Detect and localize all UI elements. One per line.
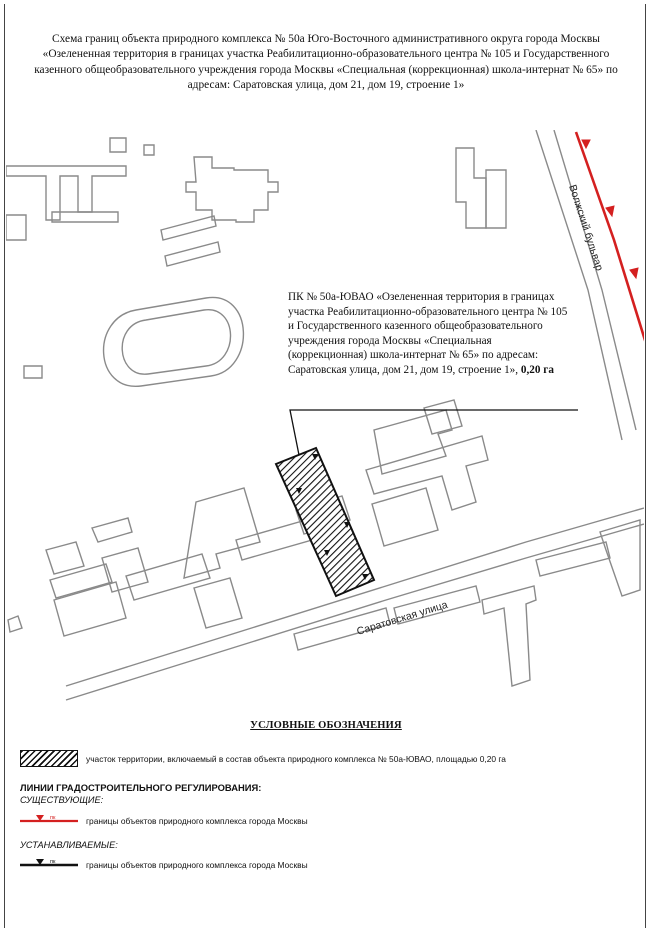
stadium-track <box>104 297 244 386</box>
legend-established-item: границы объектов природного комплекса города Москвы <box>86 860 308 870</box>
legend-hatched-item: участок территории, включаемый в состав объекта природного комплекса № 50а-ЮВАО, площадью 0,20 га <box>86 754 506 764</box>
building <box>456 148 486 228</box>
established-line-code: пк <box>50 859 56 865</box>
plot-annotation <box>288 290 568 378</box>
building <box>165 242 220 266</box>
building <box>52 212 118 222</box>
legend-title: УСЛОВНЫЕ ОБОЗНАЧЕНИЯ <box>250 720 402 731</box>
volzhsky-road-edge <box>536 130 622 440</box>
building-outlines <box>6 130 644 700</box>
saratovskaya-street-label: Саратовская улица <box>355 598 450 638</box>
established-line-icon <box>20 856 80 870</box>
building <box>161 216 216 240</box>
stadium-field <box>122 310 230 375</box>
building <box>46 542 84 574</box>
volzhsky-road-edge <box>554 130 636 430</box>
map-canvas[interactable] <box>6 130 644 710</box>
legend-existing-item: границы объектов природного комплекса города Москвы <box>86 816 308 826</box>
building <box>186 157 278 222</box>
building <box>102 548 148 592</box>
building <box>536 542 610 576</box>
building <box>126 554 210 600</box>
existing-line-code: пк <box>50 815 56 821</box>
existing-line-icon <box>20 812 80 826</box>
building <box>372 488 438 546</box>
building <box>482 586 536 686</box>
building <box>54 582 126 636</box>
building <box>24 366 42 378</box>
building <box>194 578 242 628</box>
legend-established-label: УСТАНАВЛИВАЕМЫЕ: <box>20 840 118 850</box>
legend-section-title: ЛИНИИ ГРАДОСТРОИТЕЛЬНОГО РЕГУЛИРОВАНИЯ: <box>20 782 262 793</box>
building <box>50 564 112 598</box>
plot-annotation-text: ПК № 50а-ЮВАО «Озелененная территория в границах участка Реабилитационно-образовательного центра № 105 и Государственного казенного общеобразовательного учреждения города Москвы «Специальная (коррекционная) школа-интернат № 65» по адресам: Саратовская улица, дом 21, дом 19, строение 1», <box>288 291 568 376</box>
legend-existing-label: СУЩЕСТВУЮЩИЕ: <box>20 795 104 805</box>
map-title: Схема границ объекта природного комплекса № 50а Юго-Восточного административного округа города Москвы «Озелененная территория в границах участка Реабилитационно-образовательного центра № 105 и Государственного казенного общеобразовательного учреждения города Москвы «Специальная (коррекционная) школа-интернат № 65» по адресам: Саратовская улица, дом 21, дом 19, строение 1» <box>34 33 618 92</box>
building <box>184 488 260 578</box>
building <box>486 170 506 228</box>
building <box>92 518 132 542</box>
building <box>6 215 26 240</box>
plot-area: 0,20 га <box>520 363 554 376</box>
hatched-plot-50a <box>276 448 374 596</box>
volzhsky-bulvar-label: Волжский бульвар <box>566 183 606 273</box>
building <box>8 616 22 632</box>
building <box>144 145 154 155</box>
building <box>424 400 462 434</box>
hatch-swatch-icon <box>20 750 78 767</box>
building <box>110 138 126 152</box>
